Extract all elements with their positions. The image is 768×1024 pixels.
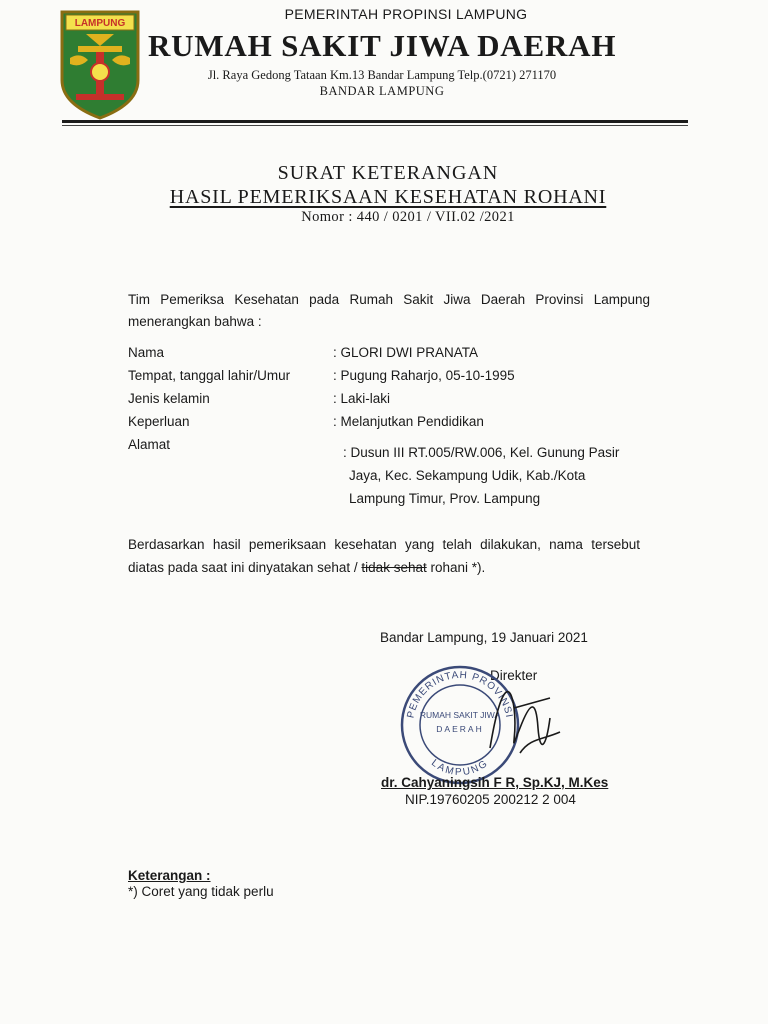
field-value: : Melanjutkan Pendidikan	[333, 414, 484, 429]
hospital-name: RUMAH SAKIT JIWA DAERAH	[148, 28, 617, 63]
intro-line-1: Tim Pemeriksa Kesehatan pada Rumah Sakit Jiwa Daerah Provinsi Lampung	[128, 292, 650, 307]
field-label: Alamat	[128, 437, 171, 452]
letter-title: SURAT KETERANGAN	[277, 162, 499, 184]
note-text: *) Coret yang tidak perlu	[128, 884, 274, 899]
intro-line-2: menerangkan bahwa :	[128, 314, 262, 329]
field-value: : Pugung Raharjo, 05-10-1995	[333, 368, 515, 383]
statement-paragraph	[128, 533, 640, 579]
statement-struck-text: tidak sehat	[361, 560, 427, 575]
letterhead-rule	[62, 120, 688, 123]
intro-paragraph	[128, 289, 650, 333]
field-label: Tempat, tanggal lahir/Umur	[128, 368, 291, 383]
lampung-emblem-logo	[58, 8, 142, 120]
statement-line-1: Berdasarkan hasil pemeriksaan kesehatan yang telah dilakukan, nama tersebut	[128, 537, 640, 552]
signer-position: Direkter	[490, 668, 538, 683]
letter-subtitle	[0, 186, 768, 209]
statement-line-2-post: rohani *).	[426, 560, 486, 575]
hospital-city: BANDAR LAMPUNG	[319, 84, 445, 98]
address-line-3: Lampung Timur, Prov. Lampung	[349, 491, 541, 506]
letter-subtitle-text: HASIL PEMERIKSAAN KESEHATAN ROHANI	[169, 186, 607, 208]
letter-number: Nomor : 440 / 0201 / VII.02 /2021	[301, 209, 515, 225]
field-value: : Laki-laki	[333, 391, 391, 406]
hospital-address: Jl. Raya Gedong Tataan Km.13 Bandar Lampung Telp.(0721) 271170	[207, 68, 557, 82]
statement-line-2-pre: diatas pada saat ini dinyatakan sehat /	[128, 560, 362, 575]
address-value	[343, 441, 643, 510]
field-label: Keperluan	[128, 414, 190, 429]
note-label: Keterangan :	[128, 868, 211, 883]
logo-text: LAMPUNG	[74, 18, 126, 29]
letterhead-rule-thin	[62, 125, 688, 126]
government-header: PEMERINTAH PROPINSI LAMPUNG	[284, 6, 528, 22]
place-date: Bandar Lampung, 19 Januari 2021	[380, 630, 588, 645]
field-label: Nama	[128, 345, 165, 360]
stamp-inner-bottom: DAERAH	[436, 724, 484, 734]
address-line-1: : Dusun III RT.005/RW.006, Kel. Gunung Pasir	[343, 445, 620, 460]
field-label: Jenis kelamin	[128, 391, 210, 406]
field-value: : GLORI DWI PRANATA	[333, 345, 479, 360]
stamp-outer-text: PEMERINTAH PROVINSI	[405, 669, 515, 720]
address-line-2: Jaya, Kec. Sekampung Udik, Kab./Kota	[349, 468, 586, 483]
signer-name: dr. Cahyaningsih F R, Sp.KJ, M.Kes	[381, 775, 609, 790]
handwritten-signature	[480, 668, 570, 778]
signer-nip: NIP.19760205 200212 2 004	[405, 792, 576, 807]
stamp-inner-top: RUMAH SAKIT JIWA	[419, 710, 501, 720]
stamp-bottom-text: LAMPUNG	[429, 757, 491, 779]
